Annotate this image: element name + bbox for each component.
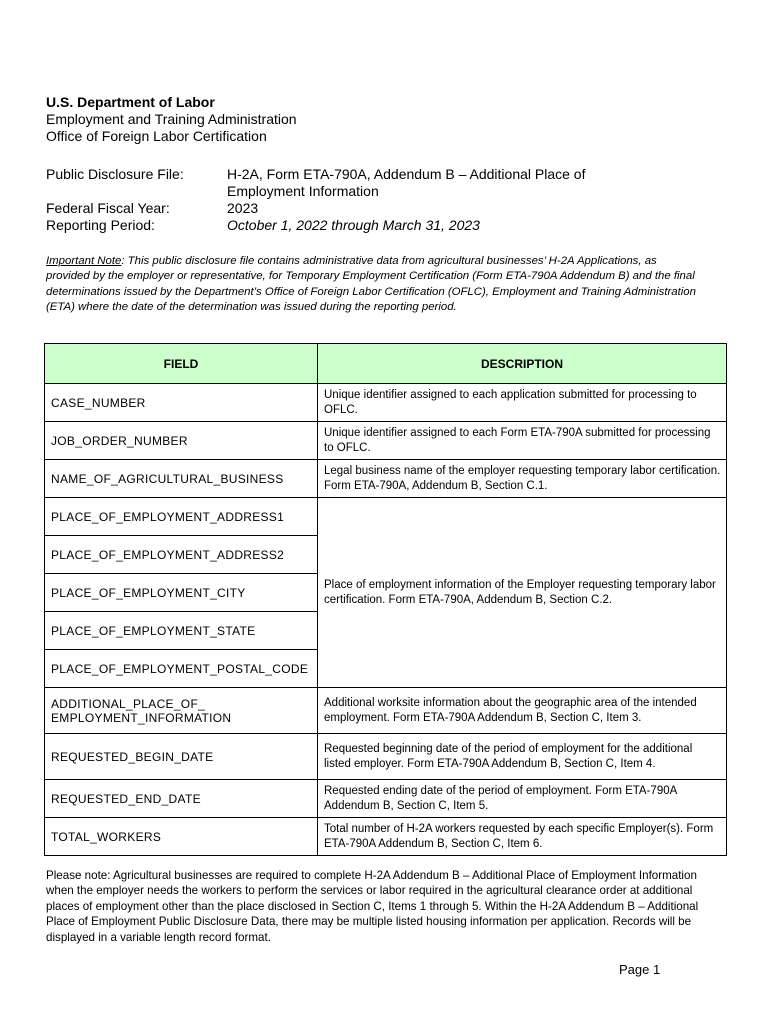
reporting-period-value: October 1, 2022 through March 31, 2023 bbox=[227, 217, 480, 233]
table-row bbox=[45, 688, 727, 734]
description-cell: Additional worksite information about the geographic area of the intended employment. Form ETA-790A Addendum B, Section C, Item 3. bbox=[318, 688, 727, 734]
field-line1: ADDITIONAL_PLACE_OF_ bbox=[51, 696, 206, 711]
important-note bbox=[46, 254, 696, 315]
file-value-line1: H-2A, Form ETA-790A, Addendum B – Additional Place of bbox=[227, 166, 586, 182]
description-cell: Total number of H-2A workers requested by each specific Employer(s). Form ETA-790A Addendum B, Section C, Item 6. bbox=[318, 818, 727, 856]
description-cell: Requested beginning date of the period of employment for the additional listed employer. Form ETA-790A Addendum B, Section C, Item 4. bbox=[318, 734, 727, 780]
field-cell bbox=[45, 688, 318, 734]
column-header-description: DESCRIPTION bbox=[318, 344, 727, 384]
table-row bbox=[45, 422, 727, 460]
table-row bbox=[45, 818, 727, 856]
agency-name: Employment and Training Administration bbox=[46, 111, 297, 127]
fiscal-year-value: 2023 bbox=[227, 200, 259, 216]
field-cell: REQUESTED_END_DATE bbox=[45, 780, 318, 818]
document-header bbox=[46, 94, 297, 145]
field-cell: PLACE_OF_EMPLOYMENT_CITY bbox=[45, 574, 318, 612]
fiscal-year-label: Federal Fiscal Year: bbox=[46, 200, 170, 216]
field-description-table bbox=[44, 343, 727, 856]
description-cell: Requested ending date of the period of employment. Form ETA-790A Addendum B, Section C, Item 5. bbox=[318, 780, 727, 818]
field-cell: TOTAL_WORKERS bbox=[45, 818, 318, 856]
field-line2: EMPLOYMENT_INFORMATION bbox=[51, 710, 232, 725]
field-cell: CASE_NUMBER bbox=[45, 384, 318, 422]
description-cell: Unique identifier assigned to each application submitted for processing to OFLC. bbox=[318, 384, 727, 422]
file-metadata bbox=[46, 166, 647, 234]
important-note-label: Important Note bbox=[46, 255, 122, 267]
table-row bbox=[45, 460, 727, 498]
description-cell: Legal business name of the employer requesting temporary labor certification. Form ETA-790A, Addendum B, Section C.1. bbox=[318, 460, 727, 498]
file-label: Public Disclosure File: bbox=[46, 166, 184, 182]
important-note-text: : This public disclosure file contains administrative data from agricultural businesses’ H-2A Applications, as provided by the employer or representative, for Temporary Employment Certification (Form ETA-790A Addendum B) and the final determinations issued by the Department’s Office of Foreign Labor Certification (OFLC), Employment and Training Administration (ETA) where the date of the determination was issued during the reporting period. bbox=[46, 255, 696, 313]
table-row bbox=[45, 384, 727, 422]
description-cell-merged: Place of employment information of the Employer requesting temporary labor certification. Form ETA-790A, Addendum B, Section C.2. bbox=[318, 498, 727, 688]
field-cell: JOB_ORDER_NUMBER bbox=[45, 422, 318, 460]
description-cell: Unique identifier assigned to each Form ETA-790A submitted for processing to OFLC. bbox=[318, 422, 727, 460]
field-cell: NAME_OF_AGRICULTURAL_BUSINESS bbox=[45, 460, 318, 498]
field-cell: PLACE_OF_EMPLOYMENT_ADDRESS1 bbox=[45, 498, 318, 536]
table-row bbox=[45, 734, 727, 780]
field-cell: PLACE_OF_EMPLOYMENT_STATE bbox=[45, 612, 318, 650]
field-cell: PLACE_OF_EMPLOYMENT_ADDRESS2 bbox=[45, 536, 318, 574]
field-cell: REQUESTED_BEGIN_DATE bbox=[45, 734, 318, 780]
field-cell: PLACE_OF_EMPLOYMENT_POSTAL_CODE bbox=[45, 650, 318, 688]
table-row bbox=[45, 498, 727, 536]
office-name: Office of Foreign Labor Certification bbox=[46, 128, 267, 144]
reporting-period-label: Reporting Period: bbox=[46, 217, 155, 233]
column-header-field: FIELD bbox=[45, 344, 318, 384]
page-number: Page 1 bbox=[619, 962, 661, 977]
file-value-line2: Employment Information bbox=[227, 183, 379, 199]
department-name: U.S. Department of Labor bbox=[46, 94, 215, 110]
footer-note: Please note: Agricultural businesses are required to complete H-2A Addendum B – Additional Place of Employment Information when the employer needs the workers to perform the services or labor required in the agricultural clearance order at additional places of employment other than the place disclosed in Section C, Items 1 through 5. Within the H-2A Addendum B – Additional Place of Employment Public Disclosure Data, there may be multiple listed housing information per application. Records will be displayed in a variable length record format. bbox=[46, 869, 699, 944]
table-row bbox=[45, 780, 727, 818]
